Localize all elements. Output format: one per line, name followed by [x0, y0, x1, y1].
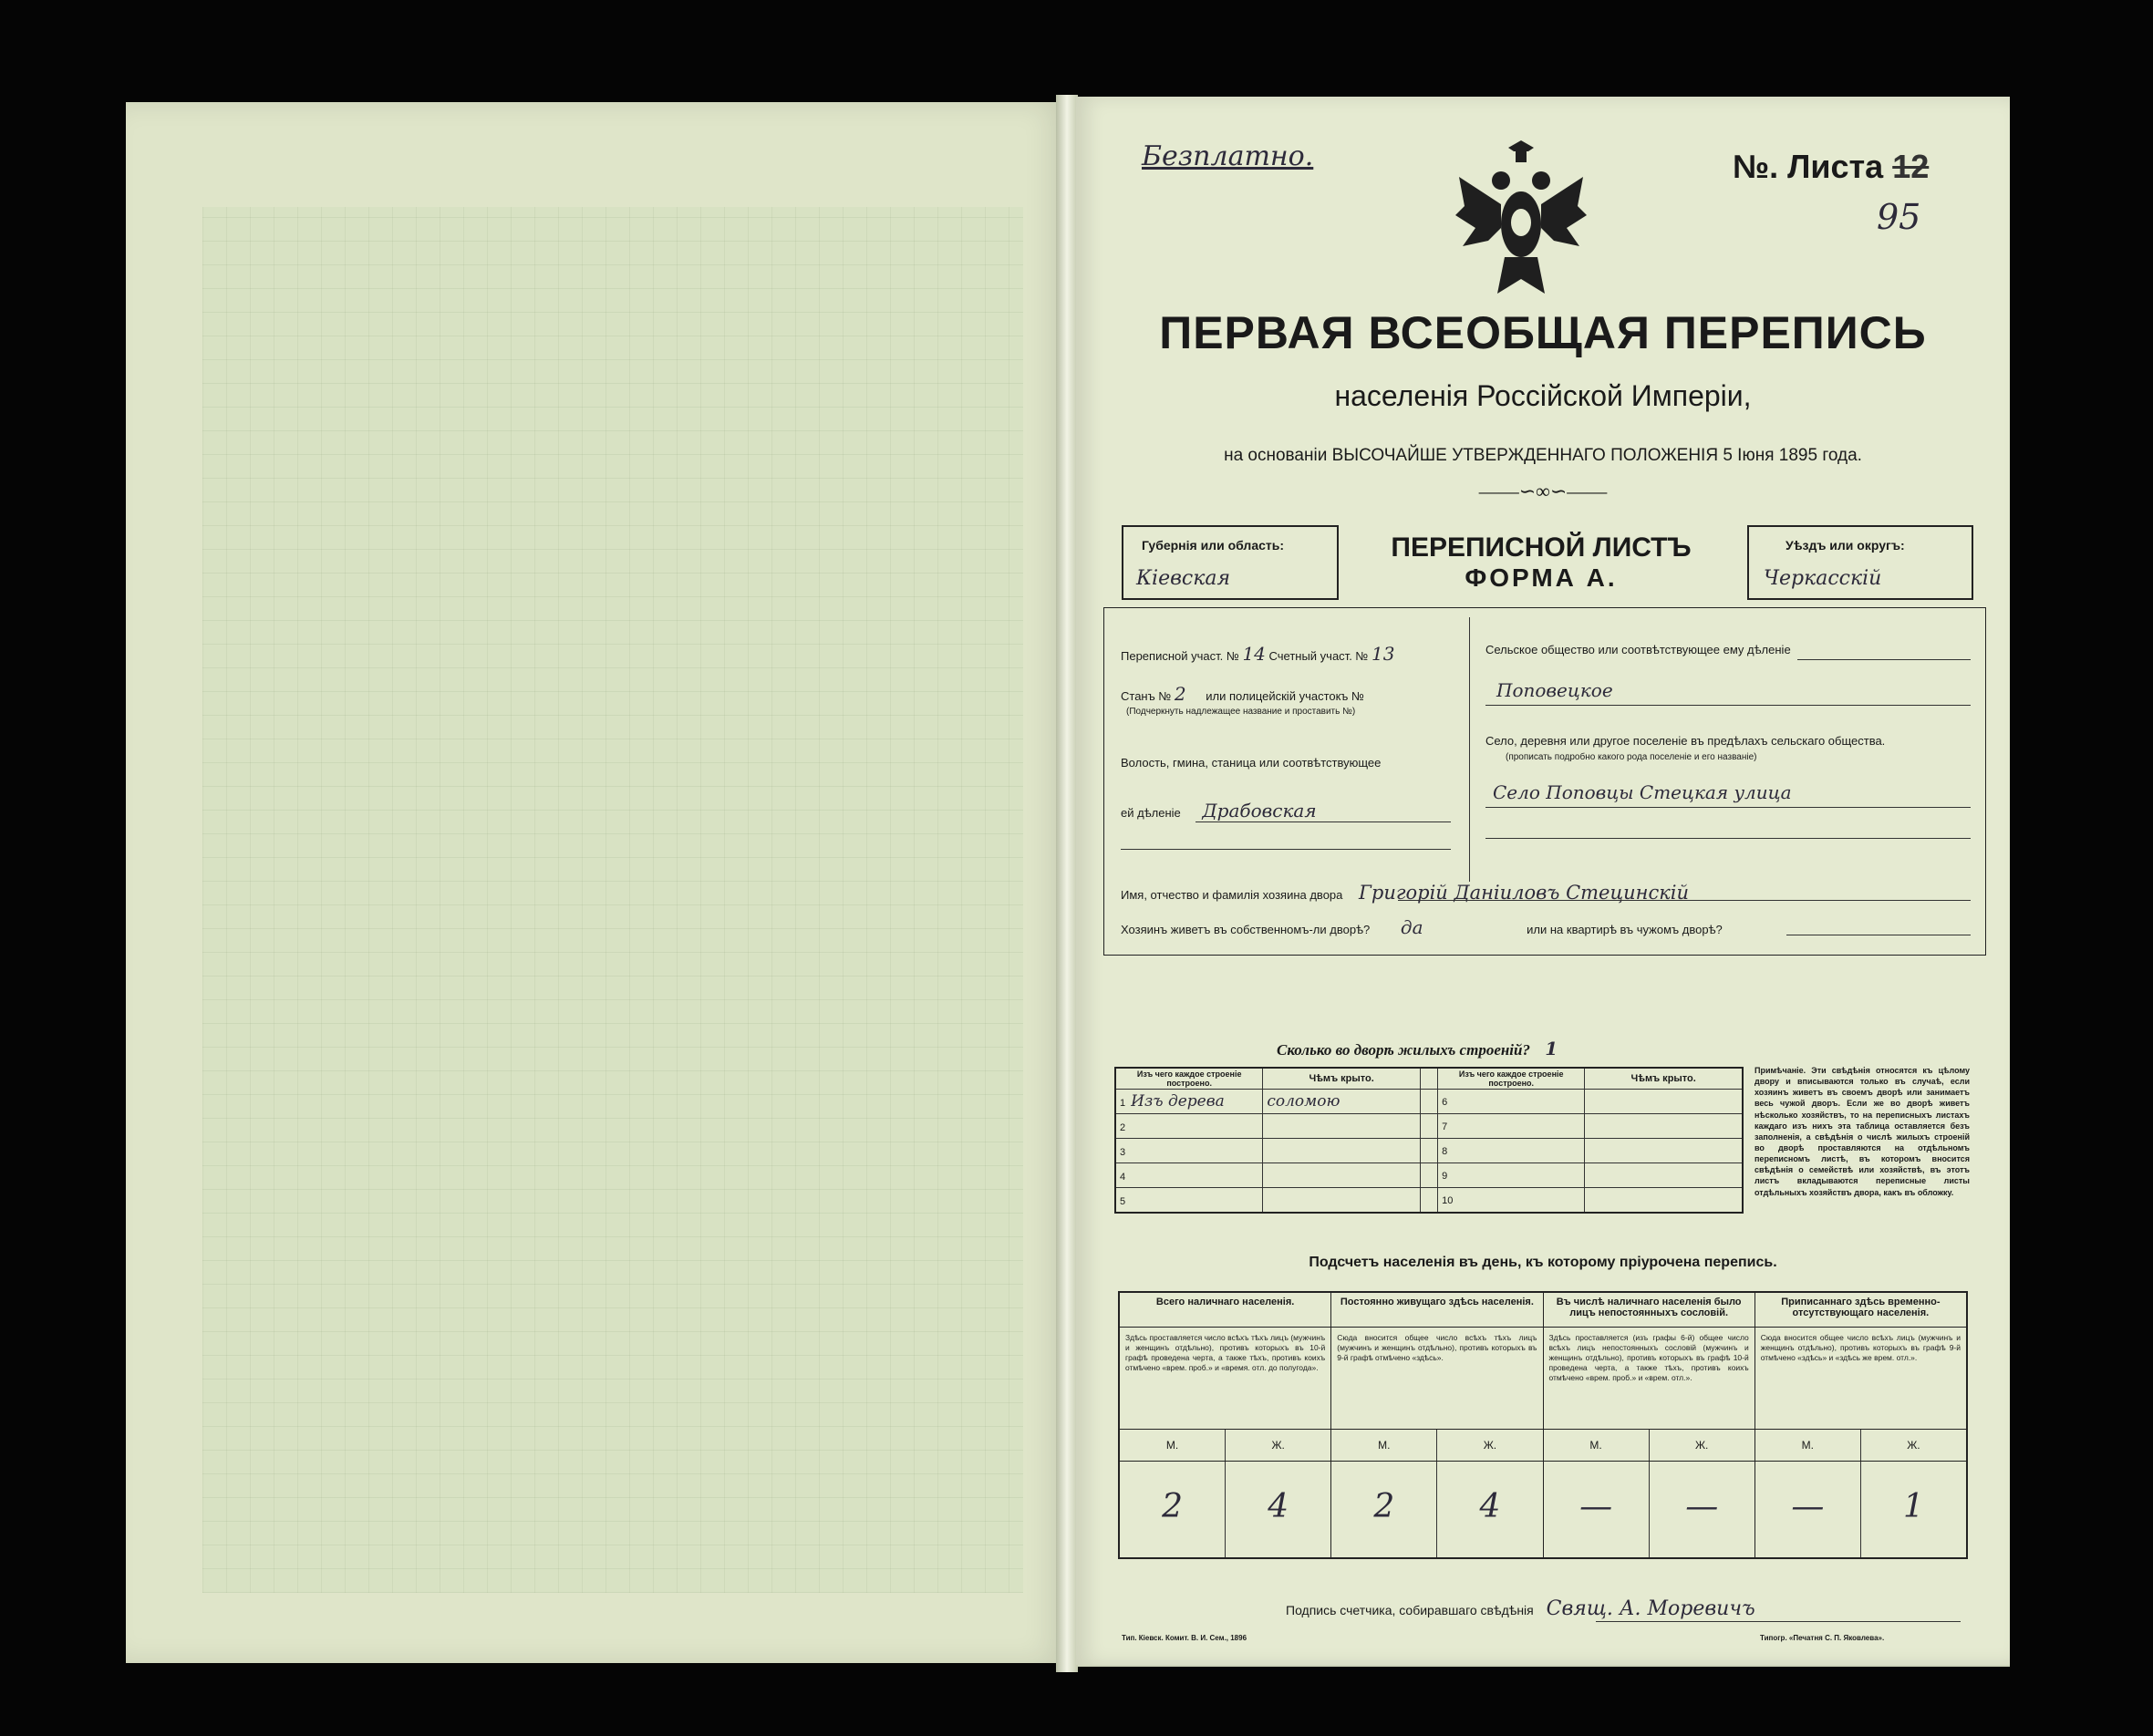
- building-material-right: [1438, 1188, 1585, 1213]
- underline-note: (Подчеркнуть надлежащее название и проставить №): [1126, 707, 1356, 717]
- count-group-head: Приписаннаго здѣсь временно-отсутствующаго населенія.: [1755, 1293, 1966, 1328]
- building-material: [1115, 1114, 1263, 1139]
- buildings-table: [1114, 1067, 1744, 1214]
- sheet-title: ПЕРЕПИСНОЙ ЛИСТЪ: [1391, 532, 1692, 563]
- signature-underline: [1596, 1621, 1961, 1622]
- building-number: 2: [1120, 1122, 1126, 1133]
- volost-value: Драбовская: [1202, 800, 1317, 822]
- left-page: [126, 102, 1067, 1663]
- village-underline: [1485, 807, 1971, 808]
- census-sheet: [1076, 97, 2010, 1665]
- male-count: —: [1544, 1462, 1650, 1557]
- signature-value: Свящ. А. Моревичъ: [1546, 1597, 1755, 1620]
- owner-name-label: Имя, отчество и фамилія хозяина двора: [1121, 888, 1343, 902]
- building-material-value: Изъ дерева: [1131, 1092, 1225, 1111]
- building-material: [1115, 1163, 1263, 1188]
- female-label: Ж.: [1271, 1439, 1285, 1452]
- count-group: [1330, 1293, 1542, 1557]
- count-values: [1544, 1462, 1754, 1557]
- counting-section-label: Счетный участ. №: [1268, 649, 1369, 663]
- volost-line: [1121, 800, 1317, 822]
- province-label: Губернія или область:: [1142, 538, 1285, 553]
- police-section-label: или полицейскій участокъ №: [1206, 689, 1364, 703]
- male-count: 2: [1331, 1462, 1437, 1557]
- building-material: [1115, 1139, 1263, 1163]
- female-count: 4: [1268, 1488, 1289, 1525]
- building-material-right: [1438, 1163, 1585, 1188]
- district-box: [1747, 525, 1973, 600]
- count-group: [1754, 1293, 1966, 1557]
- census-subtitle: населенія Россійской Имперіи,: [1334, 379, 1752, 412]
- buildings-label: Сколько во дворѣ жилыхъ строеній?: [1277, 1041, 1530, 1059]
- building-number: 3: [1120, 1147, 1126, 1158]
- count-groups: [1120, 1293, 1966, 1557]
- census-basis: на основаніи ВЫСОЧАЙШЕ УТВЕРЖДЕННАГО ПОЛОЖЕНІЯ 5 Іюня 1895 года.: [1224, 446, 1862, 465]
- village-label: Село, деревня или другое поселеніе въ предѣлахъ сельскаго общества.: [1485, 734, 1886, 748]
- double-headed-eagle-icon: [1455, 140, 1587, 297]
- male-label: М.: [1544, 1430, 1650, 1461]
- count-group-note: Здѣсь проставляется число всѣхъ тѣхъ лицъ (мужчинъ и женщинъ отдѣльно), противъ которыхъ въ 10-й графѣ проведена черта, а также тѣхъ, противъ коихъ отмѣчено «врем. проб.» и «время. отл. до полугода».: [1120, 1328, 1330, 1430]
- female-count: —: [1685, 1488, 1719, 1525]
- sheet-title-block: [1340, 532, 1742, 593]
- building-number: 1: [1120, 1098, 1126, 1109]
- building-material-right: [1438, 1139, 1585, 1163]
- village-value: Село Поповцы Стецкая улица: [1493, 781, 1792, 803]
- district-label: Уѣздъ или округъ:: [1786, 538, 1905, 553]
- male-count: —: [1755, 1462, 1861, 1557]
- census-section-value: 14: [1242, 643, 1266, 665]
- buildings-table-row: [1115, 1188, 1743, 1213]
- building-roof-right: [1585, 1139, 1743, 1163]
- section-line: [1121, 643, 1394, 665]
- own-yard-label: Хозяинъ живетъ въ собственномъ-ли дворѣ?: [1121, 923, 1371, 936]
- buildings-table-row: [1115, 1114, 1743, 1139]
- col-roof-right: Чѣмъ крыто.: [1585, 1068, 1743, 1090]
- count-mf-labels: [1331, 1430, 1542, 1462]
- printer-left: Тип. Кіевск. Комит. В. И. Сем., 1896: [1122, 1634, 1247, 1642]
- society-underline: [1485, 705, 1971, 706]
- count-mf-labels: [1544, 1430, 1754, 1462]
- fields-frame: [1103, 607, 1986, 956]
- building-roof-right: [1585, 1163, 1743, 1188]
- fields-divider: [1469, 617, 1470, 882]
- stan-label: Станъ №: [1121, 689, 1172, 703]
- building-number: 9: [1442, 1171, 1448, 1182]
- building-roof: [1263, 1090, 1421, 1114]
- volost-label-2: ей дѣленіе: [1121, 806, 1181, 820]
- building-number: 5: [1120, 1195, 1126, 1207]
- form-title: ФОРМА А.: [1465, 563, 1618, 592]
- building-roof-right: [1585, 1114, 1743, 1139]
- society-value: Поповецкое: [1496, 679, 1613, 701]
- owner-name-value: Григорій Даніиловъ Стецинскій: [1359, 882, 1690, 904]
- building-number: 10: [1442, 1194, 1454, 1206]
- building-number: 7: [1442, 1121, 1448, 1132]
- volost-extra-line: [1121, 849, 1451, 850]
- count-group-head: Постоянно живущаго здѣсь населенія.: [1331, 1293, 1542, 1328]
- building-material: [1115, 1188, 1263, 1213]
- count-values: [1755, 1462, 1966, 1557]
- census-title: ПЕРВАЯ ВСЕОБЩАЯ ПЕРЕПИСЬ: [1159, 307, 1927, 358]
- count-group-head: Въ числѣ наличнаго населенія было лицъ непостоянныхъ сословій.: [1544, 1293, 1754, 1328]
- signature-label: Подпись счетчика, собиравшаго свѣдѣнія: [1286, 1603, 1534, 1617]
- building-roof: [1263, 1188, 1421, 1213]
- female-label: Ж.: [1694, 1439, 1709, 1452]
- book-spine: [1056, 95, 1078, 1672]
- left-page-grid: [202, 207, 1023, 1593]
- count-group-head: Всего наличнаго населенія.: [1120, 1293, 1330, 1328]
- male-label: М.: [1120, 1430, 1226, 1461]
- province-value: Кіевская: [1136, 567, 1231, 590]
- building-roof: [1263, 1139, 1421, 1163]
- sheet-number-handwritten: 95: [1877, 197, 1921, 237]
- female-count: 1: [1902, 1488, 1924, 1525]
- male-label: М.: [1331, 1430, 1437, 1461]
- count-group-note: Здѣсь проставляется (изъ графы 6-й) общее число всѣхъ лицъ непостоянныхъ сословій (мужчинъ и женщинъ отдѣльно), противъ которыхъ въ графѣ 10-й проведена черта, а также тѣхъ, противъ коихъ отмѣчено «врем. проб.» и «врем. отл.».: [1544, 1328, 1754, 1430]
- remark-text: Примѣчаніе. Эти свѣдѣнія относятся къ цѣлому двору и вписываются только въ случаѣ, если хозяинъ живетъ въ своемъ дворѣ или занимаетъ весь чужой дворъ. Если же во дворѣ живетъ нѣсколько хозяйствъ, то на переписныхъ листахъ каждаго изъ нихъ эта таблица оставляется безъ заполненія, а свѣдѣнія о числѣ жилыхъ строеній во дворѣ проставляются на отдѣльномъ переписномъ листѣ, въ которомъ вносится свѣдѣнія о семействѣ или хозяйствѣ, въ этотъ листъ вкладываются переписные листы отдѣльныхъ хозяйствъ двора, какъ въ обложку.: [1754, 1066, 1970, 1197]
- count-table: [1118, 1291, 1968, 1559]
- building-material: [1115, 1090, 1263, 1114]
- own-yard-value: да: [1400, 916, 1423, 938]
- sheet-number: [1733, 148, 1929, 186]
- buildings-table-row: [1115, 1163, 1743, 1188]
- village-note: (прописать подробно какого рода поселеніе и его названіе): [1506, 752, 1757, 762]
- count-group-note: Сюда вносится общее число всѣхъ тѣхъ лицъ (мужчинъ и женщинъ отдѣльно), противъ которыхъ въ 9-й графѣ отмѣчено «здѣсь».: [1331, 1328, 1542, 1430]
- buildings-table-row: [1115, 1090, 1743, 1114]
- female-count: 4: [1479, 1488, 1501, 1525]
- free-label: Безплатно.: [1142, 140, 1314, 172]
- counting-section-value: 13: [1372, 643, 1395, 665]
- building-number: 8: [1442, 1146, 1448, 1157]
- building-roof: [1263, 1114, 1421, 1139]
- count-values: [1120, 1462, 1330, 1557]
- printer-right: Типогр. «Печатня С. П. Яковлева».: [1760, 1634, 1885, 1642]
- female-label: Ж.: [1483, 1439, 1497, 1452]
- stan-value: 2: [1174, 683, 1186, 705]
- stan-line: [1121, 683, 1364, 705]
- ornament-divider: ——∽∞∽——: [1478, 480, 1608, 502]
- sheet-number-struck: 12: [1892, 148, 1930, 185]
- building-roof-value: соломою: [1267, 1092, 1340, 1111]
- female-label: Ж.: [1907, 1439, 1920, 1452]
- district-value: Черкасскій: [1764, 567, 1882, 590]
- count-group-note: Сюда вносится общее число всѣхъ лицъ (мужчинъ и женщинъ отдѣльно), противъ которыхъ въ графѣ 9-й отмѣчено «здѣсь» и «здѣсь же врем. отл.».: [1755, 1328, 1966, 1430]
- building-roof-right: [1585, 1188, 1743, 1213]
- buildings-line: [1277, 1038, 1558, 1059]
- owner-underline: [1398, 900, 1971, 901]
- male-count: 2: [1120, 1462, 1226, 1557]
- society-label: Сельское общество или соотвѣтствующее ему дѣленіе: [1485, 643, 1791, 656]
- count-values: [1331, 1462, 1542, 1557]
- male-label: М.: [1755, 1430, 1861, 1461]
- col-roof-left: Чѣмъ крыто.: [1263, 1068, 1421, 1090]
- rented-label: или на квартирѣ въ чужомъ дворѣ?: [1527, 923, 1723, 936]
- building-number: 6: [1442, 1097, 1448, 1108]
- col-what-right: Изъ чего каждое строеніе построено.: [1438, 1068, 1585, 1090]
- count-group: [1120, 1293, 1330, 1557]
- sheet-number-label: №. Листа: [1733, 148, 1884, 185]
- count-title: Подсчетъ населенія въ день, къ которому пріурочена перепись.: [1309, 1255, 1777, 1270]
- yard-line: [1121, 916, 1723, 938]
- count-mf-labels: [1120, 1430, 1330, 1462]
- province-box: [1122, 525, 1339, 600]
- building-material-right: [1438, 1090, 1585, 1114]
- building-roof: [1263, 1163, 1421, 1188]
- count-mf-labels: [1755, 1430, 1966, 1462]
- buildings-value: 1: [1545, 1038, 1558, 1059]
- village-extra-line: [1485, 838, 1971, 839]
- census-section-label: Переписной участ. №: [1121, 649, 1239, 663]
- col-what-left: Изъ чего каждое строеніе построено.: [1115, 1068, 1263, 1090]
- building-number: 4: [1120, 1172, 1126, 1183]
- society-label-line: [1797, 659, 1971, 660]
- buildings-table-row: [1115, 1139, 1743, 1163]
- volost-label: Волость, гмина, станица или соотвѣтствующее: [1121, 756, 1382, 770]
- building-roof-right: [1585, 1090, 1743, 1114]
- signature-line: [1286, 1597, 1755, 1620]
- count-group: [1543, 1293, 1754, 1557]
- building-material-right: [1438, 1114, 1585, 1139]
